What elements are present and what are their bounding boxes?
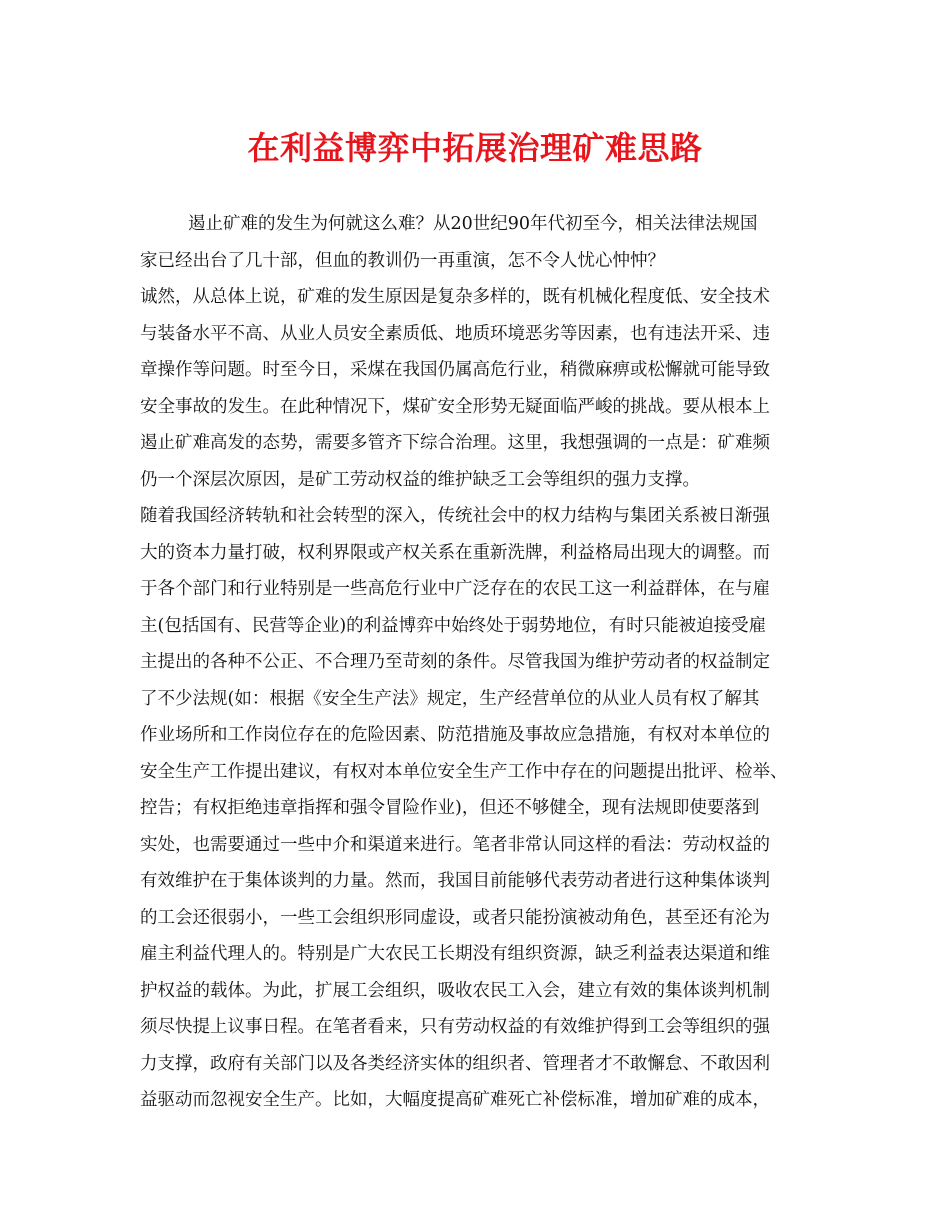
body-line: 安全事故的发生。在此种情况下，煤矿安全形势无疑面临严峻的挑战。要从根本上 — [140, 396, 770, 417]
body-line: 力支撑，政府有关部门以及各类经济实体的组织者、管理者才不敢懈怠、不敢因利 — [140, 1053, 770, 1074]
body-line: 益驱动而忽视安全生产。比如，大幅度提高矿难死亡补偿标准，增加矿难的成本， — [140, 1090, 770, 1110]
body-line: 于各个部门和行业特别是一些高危行业中广泛存在的农民工这一利益群体，在与雇 — [140, 579, 770, 599]
body-line: 作业场所和工作岗位存在的危险因素、防范措施及事故应急措施，有权对本单位的 — [140, 725, 770, 745]
body-line: 了不少法规(如：根据《安全生产法》规定，生产经营单位的从业人员有权了解其 — [140, 688, 760, 709]
body-line: 有效维护在于集体谈判的力量。然而，我国目前能够代表劳动者进行这种集体谈判 — [140, 871, 770, 891]
document-body — [140, 206, 830, 1119]
body-line: 仍一个深层次原因，是矿工劳动权益的维护缺乏工会等组织的强力支撑。 — [140, 469, 700, 490]
body-line: 护权益的载体。为此，扩展工会组织，吸收农民工入会，建立有效的集体谈判机制 — [140, 980, 770, 1001]
body-line: 随着我国经济转轨和社会转型的深入，传统社会中的权力结构与集团关系被日渐强 — [140, 506, 770, 526]
body-line: 主提出的各种不公正、不合理乃至苛刻的条件。尽管我国为维护劳动者的权益制定 — [140, 652, 770, 672]
body-line: 雇主利益代理人的。特别是广大农民工长期没有组织资源，缺乏利益表达渠道和维 — [140, 944, 770, 964]
body-line: 的工会还很弱小，一些工会组织形同虚设，或者只能扮演被动角色，甚至还有沦为 — [140, 907, 770, 928]
body-line: 主(包括国有、民营等企业)的利益博弈中始终处于弱势地位，有时只能被迫接受雇 — [140, 615, 767, 636]
document-title: 在利益博弈中拓展治理矿难思路 — [247, 129, 703, 167]
body-line: 控告；有权拒绝违章指挥和强令冒险作业)，但还不够健全，现有法规即使要落到 — [140, 798, 760, 818]
body-line: 与装备水平不高、从业人员安全素质低、地质环境恶劣等因素，也有违法开采、违 — [140, 323, 770, 344]
body-line: 家已经出台了几十部，但血的教训仍一再重演，怎不令人忧心忡忡？ — [140, 250, 665, 271]
body-line: 大的资本力量打破，权利界限或产权关系在重新洗牌，利益格局出现大的调整。而 — [140, 542, 770, 563]
body-line: 安全生产工作提出建议，有权对本单位安全生产工作中存在的问题提出批评、检举、 — [140, 761, 788, 782]
body-line: 遏止矿难高发的态势，需要多管齐下综合治理。这里，我想强调的一点是：矿难频 — [140, 433, 770, 453]
body-line: 诚然，从总体上说，矿难的发生原因是复杂多样的，既有机械化程度低、安全技术 — [140, 287, 770, 307]
body-line: 实处，也需要通过一些中介和渠道来进行。笔者非常认同这样的看法：劳动权益的 — [140, 834, 770, 855]
body-line: 须尽快提上议事日程。在笔者看来，只有劳动权益的有效维护得到工会等组织的强 — [140, 1017, 770, 1037]
body-line: 遏止矿难的发生为何就这么难？从20世纪90年代初至今，相关法律法规国 — [188, 214, 758, 234]
body-line: 章操作等问题。时至今日，采煤在我国仍属高危行业，稍微麻痹或松懈就可能导致 — [140, 360, 770, 380]
